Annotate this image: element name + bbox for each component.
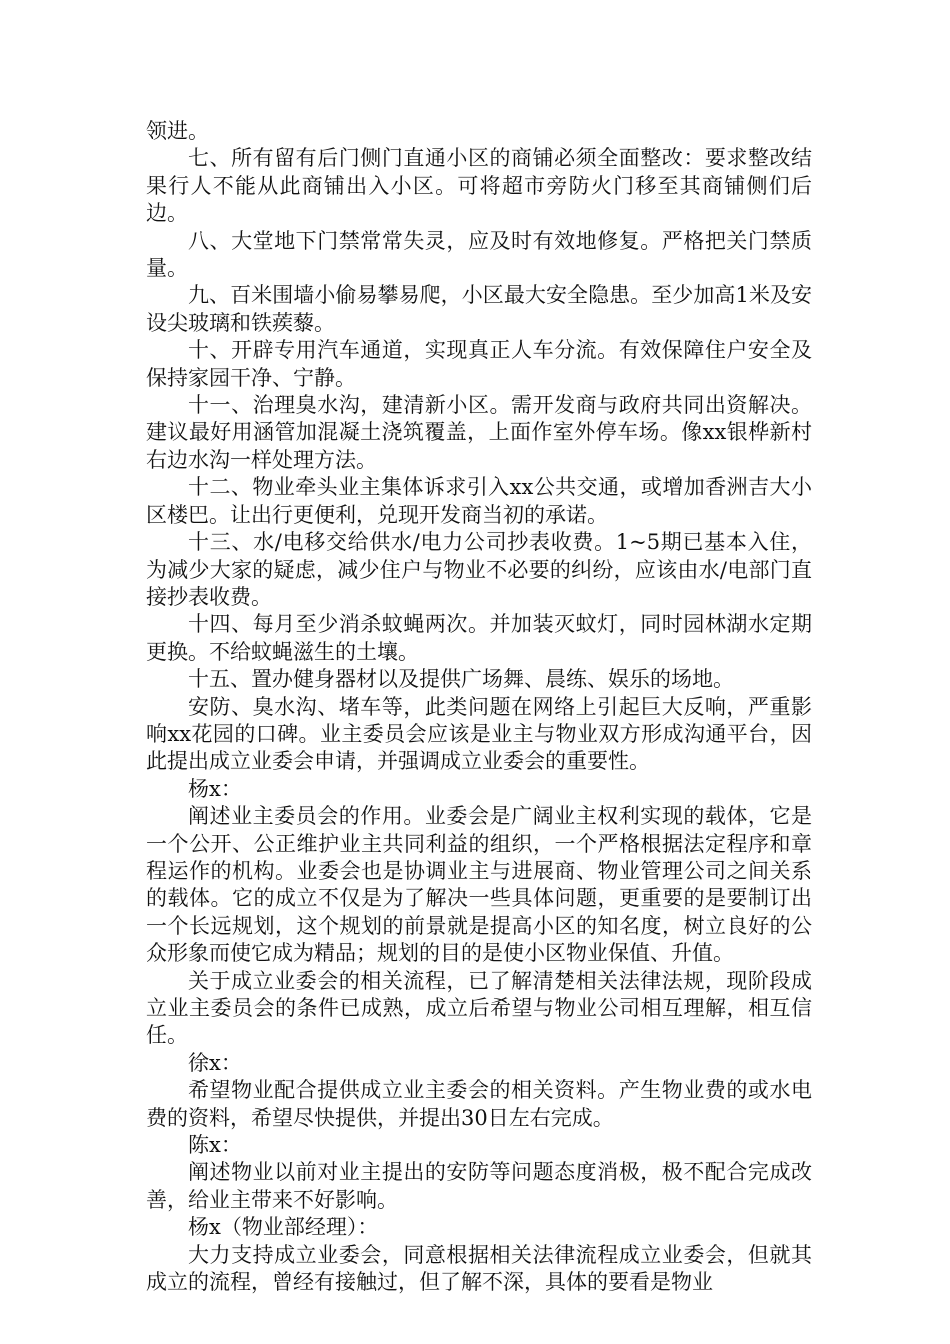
speaker-label: 杨x（物业部经理）： <box>188 1215 379 1240</box>
paragraph: 十一、治理臭水沟，建清新小区。需开发商与政府共同出资解决。建议最好用涵管加混凝土浇筑覆盖，上面作室外停车场。像xx银桦新村右边水沟一样处理方法。 <box>146 393 812 472</box>
paragraph: 阐述业主委员会的作用。业委会是广阔业主权利实现的载体，它是一个公开、公正维护业主共同利益的组织，一个严格根据法定程序和章程运作的机构。业委会也是协调业主与进展商、物业管理公司之间关系的载体。它的成立不仅是为了解决一些具体问题，更重要的是要制订出一个长远规划，这个规划的前景就是提高小区的知名度，树立良好的公众形象而使它成为精品；规划的目的是使小区物业保值、升值。 <box>146 804 812 966</box>
paragraph: 八、大堂地下门禁常常失灵，应及时有效地修复。严格把关门禁质量。 <box>146 228 812 281</box>
paragraph: 安防、臭水沟、堵车等，此类问题在网络上引起巨大反响，严重影响xx花园的口碑。业主委员会应该是业主与物业双方形成沟通平台，因此提出成立业委会申请，并强调成立业委会的重要性。 <box>146 694 812 774</box>
paragraph: 七、所有留有后门侧门直通小区的商铺必须全面整改：要求整改结果行人不能从此商铺出入小区。可将超市旁防火门移至其商铺侧们后边。 <box>146 146 812 226</box>
speaker-label: 杨x： <box>188 776 242 801</box>
paragraph: 十三、水/电移交给供水/电力公司抄表收费。1~5期已基本入住，为减少大家的疑虑，减少住户与物业不必要的纠纷，应该由水/电部门直接抄表收费。 <box>146 530 812 609</box>
paragraph: 十四、每月至少消杀蚊蝇两次。并加装灭蚊灯，同时园林湖水定期更换。不给蚊蝇滋生的土壤。 <box>146 612 812 664</box>
speaker-label: 陈x： <box>188 1133 242 1158</box>
paragraph: 十、开辟专用汽车通道，实现真正人车分流。有效保障住户安全及保持家园干净、宁静。 <box>146 338 812 390</box>
speaker-label: 徐x： <box>188 1050 242 1075</box>
paragraph: 十五、置办健身器材以及提供广场舞、晨练、娱乐的场地。 <box>188 667 734 692</box>
paragraph: 大力支持成立业委会，同意根据相关法律流程成立业委会，但就其成立的流程，曾经有接触过，但了解不深，具体的要看是物业 <box>146 1242 812 1295</box>
paragraph: 阐述物业以前对业主提出的安防等问题态度消极，极不配合完成改善，给业主带来不好影响。 <box>146 1160 812 1212</box>
paragraph: 希望物业配合提供成立业主委会的相关资料。产生物业费的或水电费的资料，希望尽快提供，并提出30日左右完成。 <box>146 1078 812 1130</box>
paragraph: 领进。 <box>146 119 209 143</box>
paragraph: 关于成立业委会的相关流程，已了解清楚相关法律法规，现阶段成立业主委员会的条件已成熟，成立后希望与物业公司相互理解，相互信任。 <box>146 968 812 1048</box>
document-body <box>146 118 812 1296</box>
paragraph: 十二、物业牵头业主集体诉求引入xx公共交通，或增加香洲吉大小区楼巴。让出行更便利，兑现开发商当初的承诺。 <box>146 475 812 527</box>
paragraph: 九、百米围墙小偷易攀易爬，小区最大安全隐患。至少加高1米及安设尖玻璃和铁蒺藜。 <box>146 283 812 335</box>
